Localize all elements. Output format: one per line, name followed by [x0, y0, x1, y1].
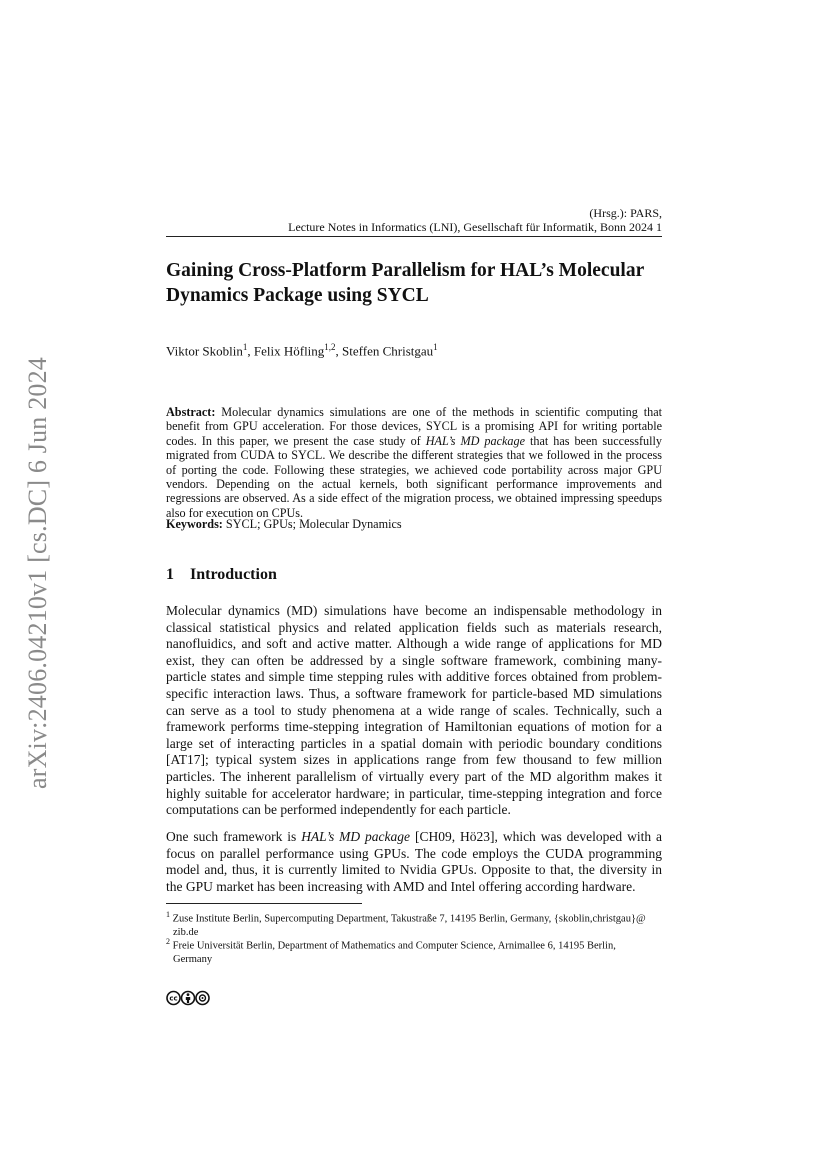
footnote-text-cont: Germany [173, 953, 213, 965]
affiliation-mark: 1 [242, 342, 248, 352]
author-list: Viktor Skoblin$^1$, Felix Höfling$^{1,2}$, Steffen Christgau$^1$ [166, 342, 438, 359]
keywords-label: Keywords: [166, 517, 223, 531]
svg-text:cc: cc [169, 994, 178, 1003]
abstract-text-2: that has been successfully migrated from CUDA to SYCL. We describe the different strategies that we followed in the process of porting the code. Following these strategies, we achieved code portability across major GPU vendors. Depending on the actual kernels, both significant performance improvements and regressions are observed. As a side effect of the migration process, we obtained impressing speedups also for execution on CPUs. [166, 433, 662, 520]
section-title: Introduction [190, 566, 277, 583]
abstract [166, 405, 662, 520]
title-line-1: Gaining Cross-Platform Parallelism for HAL’s Molecular [166, 260, 645, 281]
intro-paragraph-1: Molecular dynamics (MD) simulations have become an indispensable methodology in classical statistical physics and related application fields such as materials research, nanofluidics, and soft and active matter. Although a wide range of applications for MD exist, they can often be addressed by a single software framework, combining many-particle states and simple time stepping rules with additive forces obtained from problem-specific interaction laws. Thus, a software framework for particle-based MD simulations can serve as a tool to study phenomena at a wide range of scales. Technically, such a framework performs time-stepping integration of Hamiltonian equations of motion for a large set of interacting particles in a spatial domain with periodic boundary conditions [AT17]; typical system sizes in applications range from few thousand to few million particles. The inherent parallelism of virtually every part of the MD algorithm makes it highly suitable for accelerator hardware; in particular, time-stepping integration and force computations can be performed independently for each particle. [166, 603, 662, 818]
section-number: 1 [166, 566, 174, 583]
footnote-mark: 1 [166, 910, 170, 919]
footnote-text-cont: zib.de [173, 926, 199, 938]
footnote-2 [166, 935, 662, 966]
creative-commons-license-icon [166, 990, 210, 1006]
author-name: Felix Höfling [253, 343, 325, 359]
intro-paragraph-2 [166, 829, 662, 895]
affiliation-mark: 1,2 [324, 342, 336, 352]
author-name: Viktor Skoblin [166, 343, 243, 359]
affiliation-mark: 1 [433, 342, 438, 352]
abstract-text-1: Molecular dynamics simulations are one of the methods in scientific computing that benefit from GPU acceleration. For those devices, SYCL is a promising API for writing portable codes. In this paper, we present the case study of [166, 405, 662, 448]
arxiv-id-text: arXiv:2406.04210v1 [cs.DC] 6 Jun 2024 [23, 356, 52, 789]
section-heading [166, 566, 277, 584]
abstract-emphasis: HAL’s MD package [425, 433, 526, 448]
footnote-text: Freie Universität Berlin, Department of Mathematics and Computer Science, Arnimallee 6, 14195 Berlin, [172, 940, 616, 952]
arxiv-identifier [16, 345, 60, 800]
footnote-text: Zuse Institute Berlin, Supercomputing Department, Takustraße 7, 14195 Berlin, Germany, {skoblin,christgau}@ [172, 913, 646, 925]
keywords-text: SYCL; GPUs; Molecular Dynamics [222, 517, 402, 531]
title-line-2: Dynamics Package using SYCL [166, 285, 429, 306]
footnote-rule [166, 903, 362, 904]
para2-emphasis: HAL’s MD package [301, 829, 411, 844]
paper-title [166, 258, 666, 308]
running-header-line1: (Hrsg.): PARS, [589, 206, 662, 220]
para2-text-1: One such framework is [166, 829, 302, 844]
running-header-line2: Lecture Notes in Informatics (LNI), Gesellschaft für Informatik, Bonn 2024 1 [288, 220, 662, 234]
abstract-label: Abstract: [166, 405, 216, 419]
author-name: Steffen Christgau [342, 343, 434, 359]
keywords [166, 517, 402, 532]
header-rule [166, 236, 662, 237]
para2-text-2: [CH09, Hö23], which was developed with a focus on parallel performance using GPUs. The code employs the CUDA programming model and, thus, it is currently limited to Nvidia GPUs. Opposite to that, the diversity in the GPU market has been increasing with AMD and Intel offering according hardware. [166, 829, 662, 894]
footnote-mark: 2 [166, 937, 170, 946]
